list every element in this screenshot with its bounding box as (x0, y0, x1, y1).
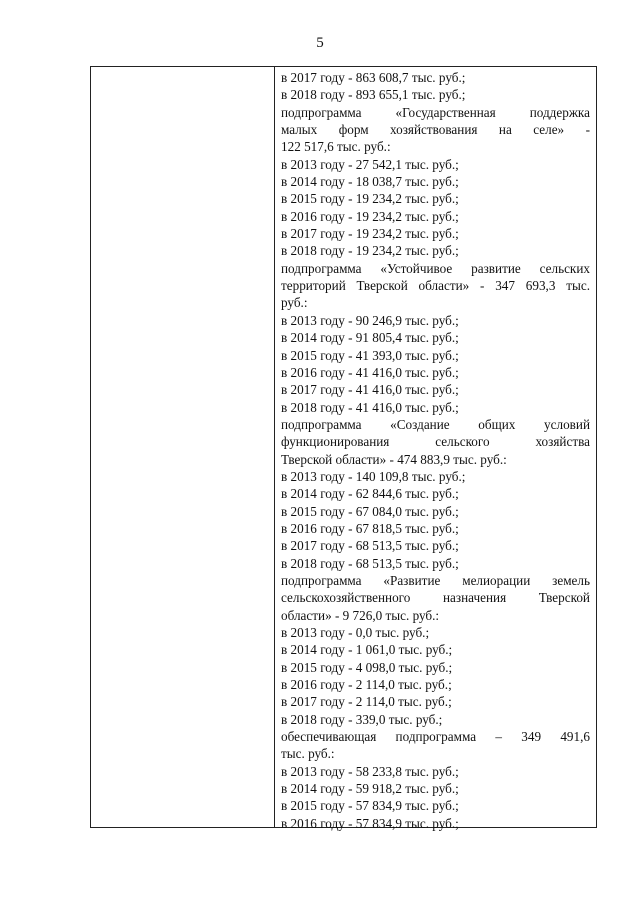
text-line: в 2018 году - 339,0 тыс. руб.; (281, 711, 443, 727)
text-line: в 2017 году - 41 416,0 тыс. руб.; (281, 382, 459, 398)
subprogram-heading-line: сельскохозяйственного назначения Тверской (281, 590, 590, 606)
subprogram-heading-line: подпрограмма «Развитие мелиорации земель (281, 572, 590, 588)
document-table (90, 66, 597, 831)
text-line: в 2015 году - 57 834,9 тыс. руб.; (281, 798, 459, 814)
text-line: в 2015 году - 4 098,0 тыс. руб.; (281, 659, 453, 675)
text-line: в 2013 году - 58 233,8 тыс. руб.; (281, 763, 459, 779)
subprogram-total-line: тыс. руб.: (281, 746, 335, 762)
subprogram-total-line: руб.: (281, 295, 308, 311)
subprogram-total-line: Тверской области» - 474 883,9 тыс. руб.: (281, 451, 507, 467)
subprogram-heading-line: малых форм хозяйствования на селе» - (281, 122, 590, 138)
text-line: в 2014 году - 18 038,7 тыс. руб.; (281, 174, 459, 190)
text-line: в 2015 году - 19 234,2 тыс. руб.; (281, 191, 459, 207)
text-line: в 2013 году - 90 246,9 тыс. руб.; (281, 312, 459, 328)
subprogram-heading-line: подпрограмма «Государственная поддержка (281, 104, 590, 120)
page-number: 5 (316, 35, 324, 51)
text-line: в 2013 году - 0,0 тыс. руб.; (281, 625, 430, 640)
subprogram-heading-line: функционирования сельского хозяйства (281, 434, 590, 450)
text-line: в 2016 году - 57 834,9 тыс. руб.; (281, 815, 459, 831)
text-line: в 2013 году - 27 542,1 тыс. руб.; (281, 156, 459, 172)
text-line: в 2018 году - 893 655,1 тыс. руб.; (281, 87, 466, 103)
text-line: в 2017 году - 2 114,0 тыс. руб.; (281, 694, 452, 710)
text-line: в 2016 году - 19 234,2 тыс. руб.; (281, 208, 459, 224)
text-line: в 2014 году - 1 061,0 тыс. руб.; (281, 642, 453, 658)
subprogram-heading-line: территорий Тверской области» - 347 693,3 тыс. (281, 278, 590, 294)
text-line: в 2017 году - 68 513,5 тыс. руб.; (281, 538, 459, 554)
text-line: в 2017 году - 863 608,7 тыс. руб.; (281, 70, 466, 85)
text-line: в 2018 году - 19 234,2 тыс. руб.; (281, 243, 459, 259)
text-line: в 2017 году - 19 234,2 тыс. руб.; (281, 226, 459, 242)
text-line: в 2016 году - 2 114,0 тыс. руб.; (281, 677, 452, 693)
text-line: в 2013 году - 140 109,8 тыс. руб.; (281, 468, 466, 484)
text-line: в 2016 году - 41 416,0 тыс. руб.; (281, 364, 459, 380)
text-line: в 2014 году - 62 844,6 тыс. руб.; (281, 486, 459, 502)
subprogram-heading-line: подпрограмма «Создание общих условий (281, 416, 590, 432)
subprogram-heading-line: подпрограмма «Устойчивое развитие сельских (281, 260, 590, 276)
subprogram-total-line: 122 517,6 тыс. руб.: (281, 139, 391, 155)
text-line: в 2014 году - 91 805,4 тыс. руб.; (281, 330, 459, 346)
subprogram-heading-line: обеспечивающая подпрограмма – 349 491,6 (281, 729, 590, 745)
subprogram-total-line: области» - 9 726,0 тыс. руб.: (281, 607, 440, 623)
text-line: в 2015 году - 41 393,0 тыс. руб.; (281, 347, 459, 363)
text-line: в 2018 году - 68 513,5 тыс. руб.; (281, 555, 459, 571)
column-divider (274, 67, 275, 827)
text-line: в 2018 году - 41 416,0 тыс. руб.; (281, 399, 459, 415)
text-line: в 2015 году - 67 084,0 тыс. руб.; (281, 503, 459, 519)
text-line: в 2016 году - 67 818,5 тыс. руб.; (281, 520, 459, 536)
funding-text-column (281, 69, 590, 832)
text-line: в 2014 году - 59 918,2 тыс. руб.; (281, 781, 459, 797)
